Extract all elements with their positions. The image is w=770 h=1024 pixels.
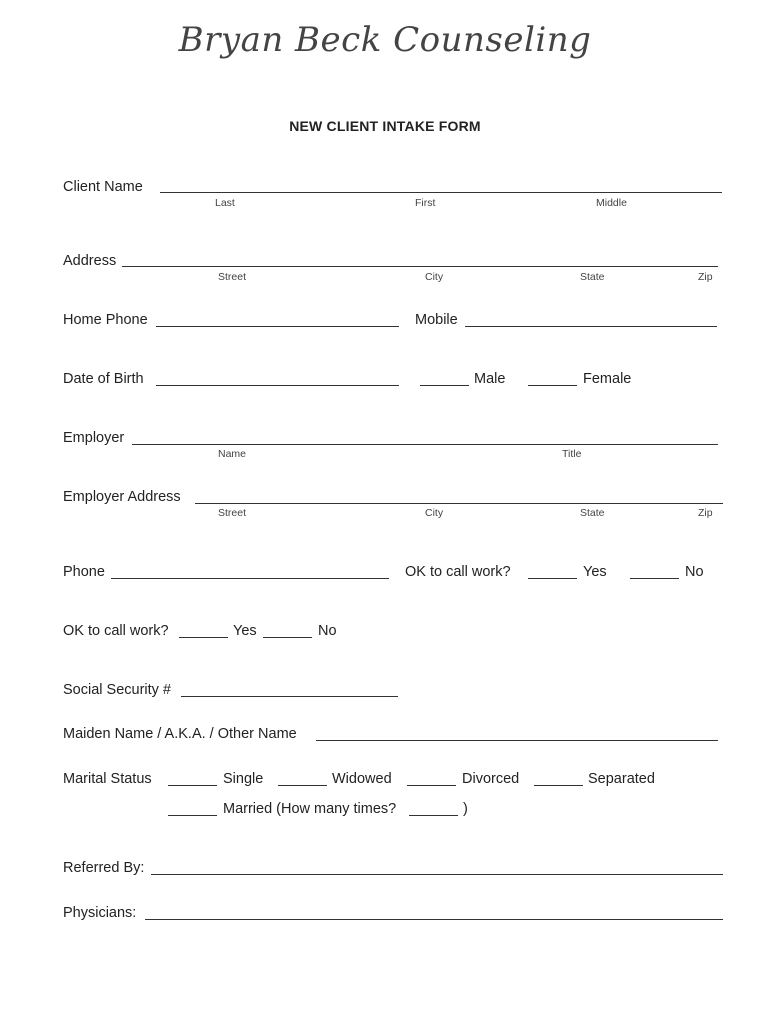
dob-label: Date of Birth <box>63 371 144 387</box>
separated-blank[interactable] <box>534 785 583 786</box>
separated-label: Separated <box>588 771 655 787</box>
client-name-label: Client Name <box>63 179 143 195</box>
address-field[interactable] <box>122 266 718 267</box>
employer-address-sub-city: City <box>425 507 444 519</box>
married-label: Married (How many times? <box>223 801 397 817</box>
mobile-label: Mobile <box>415 312 458 328</box>
ok-call-work-label-2: OK to call work? <box>63 623 169 639</box>
client-name-sub-last: Last <box>215 197 235 209</box>
mobile-field[interactable] <box>465 326 717 327</box>
male-blank[interactable] <box>420 385 469 386</box>
home-phone-field[interactable] <box>156 326 399 327</box>
divorced-label: Divorced <box>462 771 520 787</box>
address-sub-city: City <box>425 271 444 283</box>
employer-sub-name: Name <box>218 448 247 460</box>
phone-label: Phone <box>63 564 105 580</box>
address-label: Address <box>63 253 117 269</box>
ok-call-work-yes-blank-2[interactable] <box>179 637 228 638</box>
ssn-label: Social Security # <box>63 682 171 698</box>
ok-call-work-yes-label-1: Yes <box>583 564 607 580</box>
ok-call-work-no-blank-1[interactable] <box>630 578 679 579</box>
address-sub-street: Street <box>218 271 247 283</box>
maiden-name-field[interactable] <box>316 740 718 741</box>
employer-address-label: Employer Address <box>63 489 181 505</box>
employer-address-field[interactable] <box>195 503 723 504</box>
physicians-label: Physicians: <box>63 905 137 921</box>
client-name-sub-first: First <box>415 197 436 209</box>
client-name-sub-middle: Middle <box>596 197 627 209</box>
male-label: Male <box>474 371 506 387</box>
married-close-paren: ) <box>463 801 468 817</box>
married-blank[interactable] <box>168 815 217 816</box>
employer-sub-title: Title <box>562 448 582 460</box>
married-times-blank[interactable] <box>409 815 458 816</box>
referred-by-label: Referred By: <box>63 860 145 876</box>
referred-by-field[interactable] <box>151 874 723 875</box>
ok-call-work-label-1: OK to call work? <box>405 564 511 580</box>
single-label: Single <box>223 771 264 787</box>
ok-call-work-no-blank-2[interactable] <box>263 637 312 638</box>
dob-field[interactable] <box>156 385 399 386</box>
ok-call-work-no-label-1: No <box>685 564 704 580</box>
ok-call-work-no-label-2: No <box>318 623 337 639</box>
widowed-blank[interactable] <box>278 785 327 786</box>
client-name-field[interactable] <box>160 192 722 193</box>
female-blank[interactable] <box>528 385 577 386</box>
ssn-field[interactable] <box>181 696 398 697</box>
ok-call-work-yes-label-2: Yes <box>233 623 257 639</box>
employer-address-sub-zip: Zip <box>698 507 713 519</box>
divorced-blank[interactable] <box>407 785 456 786</box>
employer-address-sub-street: Street <box>218 507 247 519</box>
home-phone-label: Home Phone <box>63 312 148 328</box>
ok-call-work-yes-blank-1[interactable] <box>528 578 577 579</box>
form-title: NEW CLIENT INTAKE FORM <box>289 118 481 134</box>
widowed-label: Widowed <box>332 771 392 787</box>
address-sub-zip: Zip <box>698 271 713 283</box>
address-sub-state: State <box>580 271 605 283</box>
employer-field[interactable] <box>132 444 718 445</box>
company-logo: Bryan Beck Counseling <box>178 20 592 60</box>
physicians-field[interactable] <box>145 919 723 920</box>
marital-status-label: Marital Status <box>63 771 152 787</box>
single-blank[interactable] <box>168 785 217 786</box>
employer-address-sub-state: State <box>580 507 605 519</box>
maiden-name-label: Maiden Name / A.K.A. / Other Name <box>63 726 297 742</box>
phone-field[interactable] <box>111 578 389 579</box>
female-label: Female <box>583 371 632 387</box>
employer-label: Employer <box>63 430 125 446</box>
